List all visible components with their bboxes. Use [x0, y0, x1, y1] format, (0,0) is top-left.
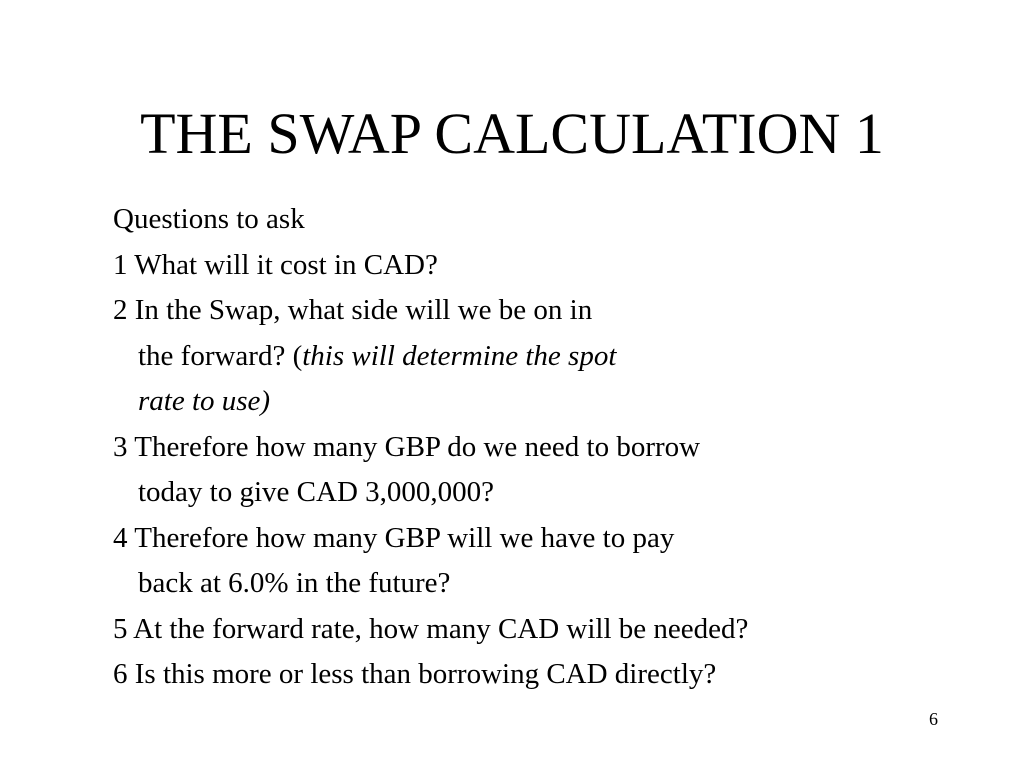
body-line: 1 What will it cost in CAD?: [113, 248, 438, 281]
body-line: 6 Is this more or less than borrowing CAD directly?: [113, 658, 717, 690]
body-line: 2 In the Swap, what side will we be on in: [113, 294, 593, 326]
slide-body: [113, 197, 993, 698]
body-line: Questions to ask: [113, 203, 305, 235]
body-line-continuation: [113, 379, 993, 425]
body-line-continuation: [113, 334, 993, 380]
page-number: 6: [929, 709, 938, 729]
body-line: 4 Therefore how many GBP will we have to pay: [113, 521, 675, 554]
body-line-continuation: back at 6.0% in the future?: [138, 567, 451, 599]
body-line: 3 Therefore how many GBP do we need to borrow: [113, 430, 701, 463]
body-line-continuation: today to give CAD 3,000,000?: [138, 476, 495, 508]
slide-title: THE SWAP CALCULATION 1: [140, 101, 884, 166]
body-line: 5 At the forward rate, how many CAD will be needed?: [113, 612, 749, 645]
body-italic-text: this will determine the spot: [302, 339, 617, 372]
body-italic-text: rate to use): [138, 385, 271, 417]
body-text: the forward? (: [138, 339, 303, 372]
